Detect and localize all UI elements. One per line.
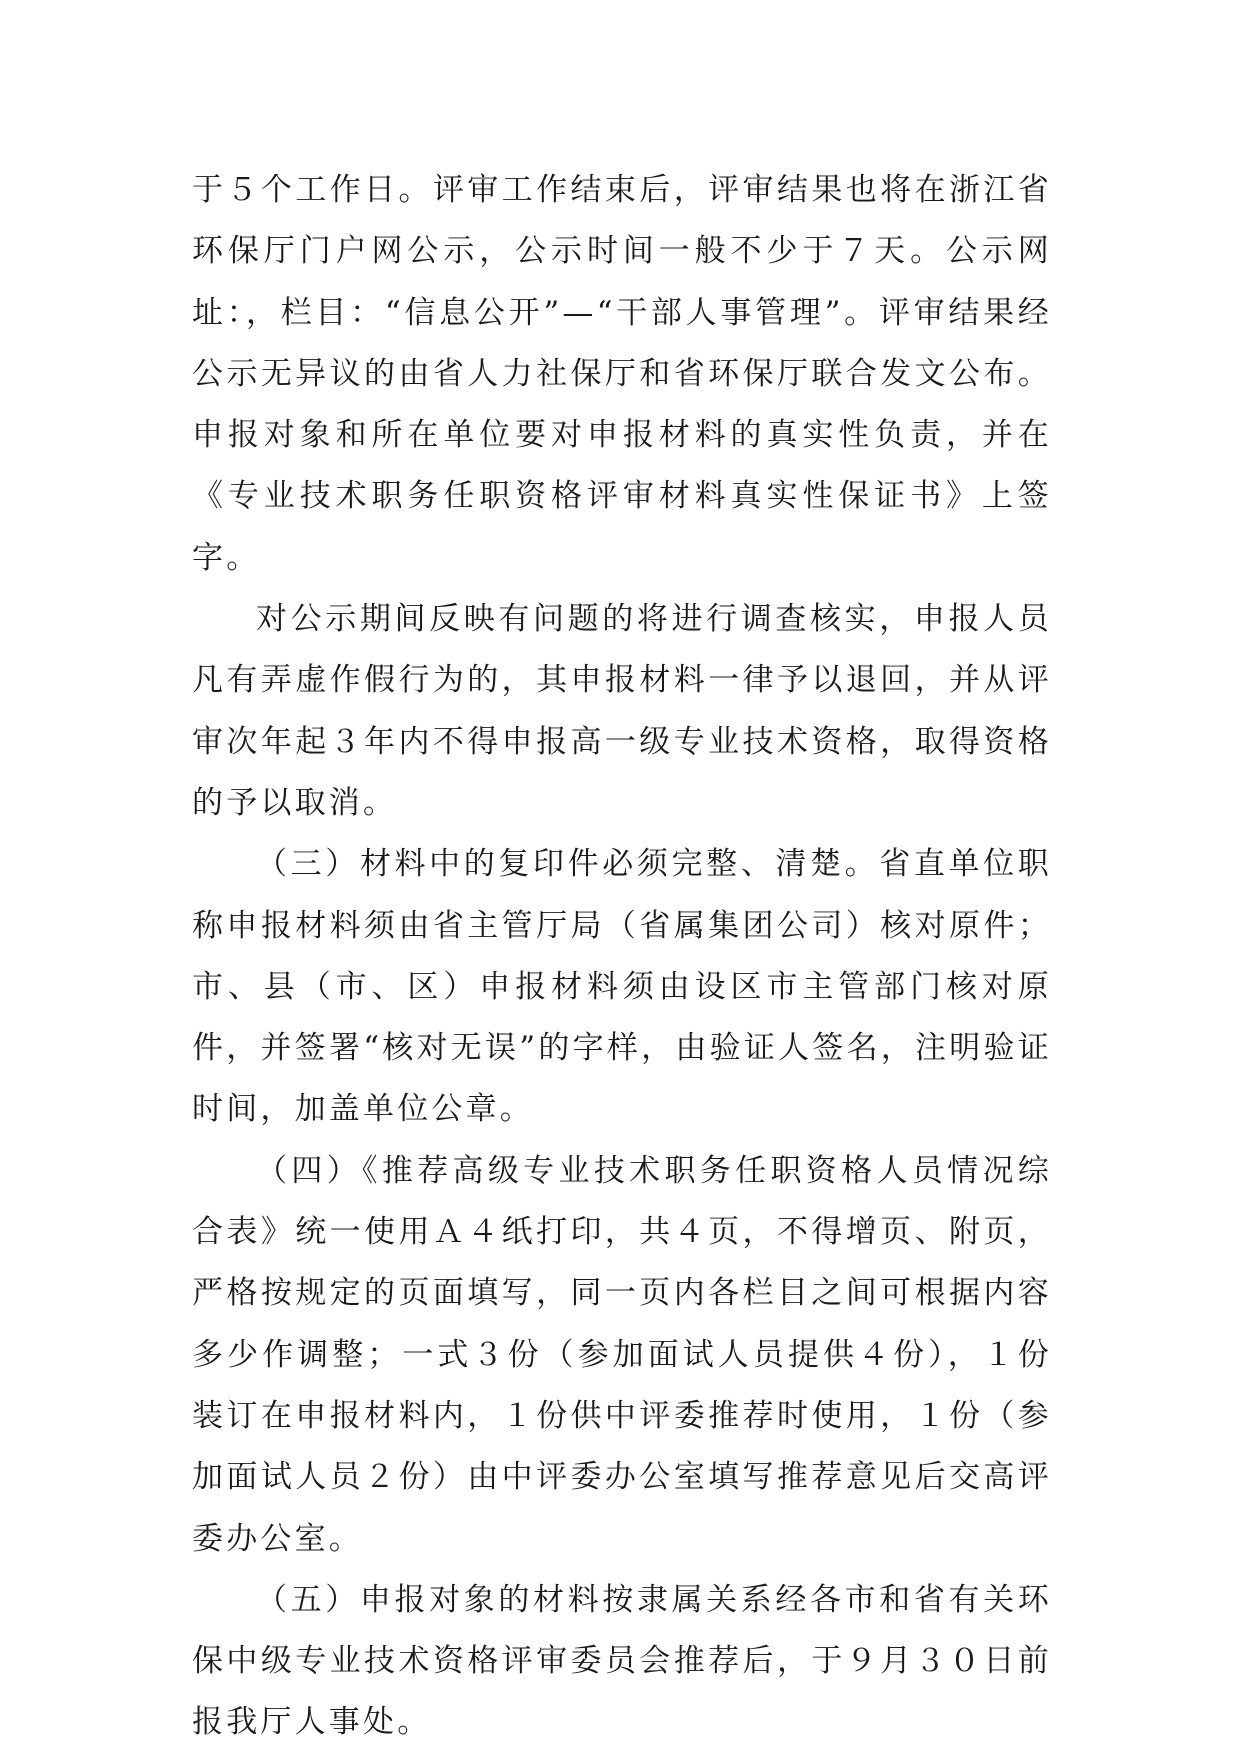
document-body <box>192 160 1052 1754</box>
paragraph-2: 对公示期间反映有问题的将进行调查核实，申报人员凡有弄虚作假行为的，其申报材料一律予以退回，并从评审次年起３年内不得申报高一级专业技术资格，取得资格的予以取消。 <box>192 601 1052 821</box>
paragraph-3: （三）材料中的复印件必须完整、清楚。省直单位职称申报材料须由省主管厅局（省属集团公司）核对原件；市、县（市、区）申报材料须由设区市主管部门核对原件，并签署“核对无误”的字样，由验证人签名，注明验证时间，加盖单位公章。 <box>192 846 1052 1128</box>
paragraph-4: （四）《推荐高级专业技术职务任职资格人员情况综合表》统一使用Ａ４纸打印，共４页，不得增页、附页，严格按规定的页面填写，同一页内各栏目之间可根据内容多少作调整；一式３份（参加面试人员提供４份），１份装订在申报材料内，１份供中评委推荐时使用，１份（参加面试人员２份）由中评委办公室填写推荐意见后交高评委办公室。 <box>192 1152 1052 1557</box>
paragraph-5: （五）申报对象的材料按隶属关系经各市和省有关环保中级专业技术资格评审委员会推荐后，于９月３０日前报我厅人事处。 <box>192 1581 1052 1741</box>
paragraph-1: 于５个工作日。评审工作结束后，评审结果也将在浙江省环保厅门户网公示，公示时间一般不少于７天。公示网址：，栏目：“信息公开”—“干部人事管理”。评审结果经公示无异议的由省人力社保厅和省环保厅联合发文公布。申报对象和所在单位要对申报材料的真实性负责，并在《专业技术职务任职资格评审材料真实性保证书》上签字。 <box>192 172 1052 576</box>
